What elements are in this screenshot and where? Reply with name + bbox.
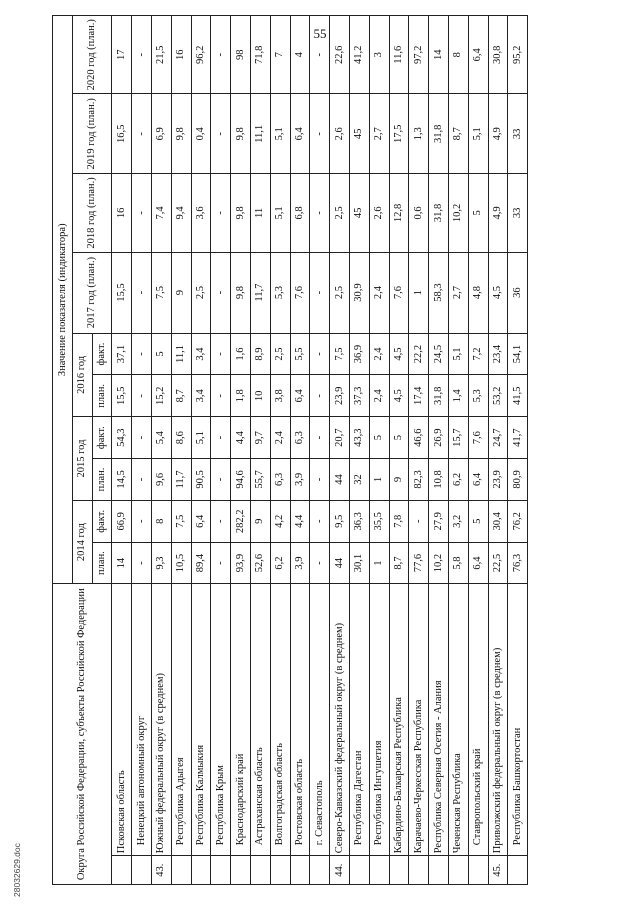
value-cell: 9,5 bbox=[330, 500, 350, 542]
value-cell: 1,4 bbox=[448, 375, 468, 417]
year-2016-header: 2016 год bbox=[72, 333, 92, 417]
value-cell: 15,2 bbox=[151, 375, 171, 417]
region-name: Южный федеральный округ (в среднем) bbox=[151, 584, 171, 856]
value-cell: - bbox=[132, 174, 152, 252]
value-cell: 2,6 bbox=[369, 174, 389, 252]
value-cell: 23,4 bbox=[488, 333, 508, 375]
indicator-table bbox=[52, 15, 528, 885]
value-cell: 5,4 bbox=[151, 417, 171, 459]
table-row bbox=[250, 16, 270, 885]
region-column-header: Округа Российской Федерации, субъекты Российской Федерации bbox=[53, 584, 112, 885]
value-cell: - bbox=[310, 94, 330, 174]
value-cell: 6,3 bbox=[270, 459, 290, 501]
value-cell: 4,4 bbox=[290, 500, 310, 542]
region-name: Краснодарский край bbox=[231, 584, 251, 856]
value-cell: 3 bbox=[369, 16, 389, 94]
region-name: Чеченская Республика bbox=[448, 584, 468, 856]
value-cell: 5,1 bbox=[270, 94, 290, 174]
value-cell: 23,9 bbox=[488, 459, 508, 501]
value-cell: 6,2 bbox=[270, 542, 290, 584]
value-cell: 43,3 bbox=[349, 417, 369, 459]
value-cell: - bbox=[211, 174, 231, 252]
value-cell: 90,5 bbox=[191, 459, 211, 501]
value-cell: 36 bbox=[508, 252, 528, 333]
value-cell: 9 bbox=[250, 500, 270, 542]
value-cell: 36,3 bbox=[349, 500, 369, 542]
value-cell: 5 bbox=[151, 333, 171, 375]
value-cell: 7,5 bbox=[171, 500, 191, 542]
value-cell: 14 bbox=[112, 542, 132, 584]
value-cell: 16 bbox=[112, 174, 132, 252]
value-cell: - bbox=[211, 417, 231, 459]
value-cell: 8 bbox=[151, 500, 171, 542]
value-cell: 5,1 bbox=[468, 94, 488, 174]
value-cell: - bbox=[211, 375, 231, 417]
value-cell: 26,9 bbox=[429, 417, 449, 459]
value-cell: - bbox=[310, 417, 330, 459]
value-cell: - bbox=[310, 542, 330, 584]
value-cell: 1,8 bbox=[231, 375, 251, 417]
value-cell: 6,4 bbox=[290, 94, 310, 174]
value-cell: 5,1 bbox=[270, 174, 290, 252]
value-cell: 16,5 bbox=[112, 94, 132, 174]
table-row bbox=[151, 16, 171, 885]
value-cell: 17 bbox=[112, 16, 132, 94]
value-cell: 5 bbox=[369, 417, 389, 459]
row-index: 45. bbox=[488, 856, 508, 885]
region-name: Приволжский федеральный округ (в среднем) bbox=[488, 584, 508, 856]
value-cell: 98 bbox=[231, 16, 251, 94]
value-cell: 11,7 bbox=[250, 252, 270, 333]
row-index bbox=[270, 856, 290, 885]
plan-subheader: план. bbox=[92, 375, 112, 417]
value-cell: - bbox=[132, 417, 152, 459]
table-row bbox=[349, 16, 369, 885]
year-2020-header: 2020 год (план.) bbox=[72, 16, 112, 94]
value-cell: - bbox=[132, 16, 152, 94]
value-cell: 30,4 bbox=[488, 500, 508, 542]
row-index: 43. bbox=[151, 856, 171, 885]
value-cell: 5 bbox=[389, 417, 409, 459]
value-cell: - bbox=[310, 459, 330, 501]
value-cell: - bbox=[310, 500, 330, 542]
row-index bbox=[508, 856, 528, 885]
value-cell: - bbox=[211, 500, 231, 542]
value-cell: - bbox=[132, 252, 152, 333]
value-cell: 2,5 bbox=[330, 252, 350, 333]
value-cell: 4,9 bbox=[488, 174, 508, 252]
region-name: Республика Ингушетия bbox=[369, 584, 389, 856]
table-row bbox=[389, 16, 409, 885]
value-cell: - bbox=[211, 252, 231, 333]
value-cell: 16 bbox=[171, 16, 191, 94]
value-cell: 95,2 bbox=[508, 16, 528, 94]
value-cell: 4,5 bbox=[488, 252, 508, 333]
value-cell: 5,1 bbox=[448, 333, 468, 375]
value-cell: 80,9 bbox=[508, 459, 528, 501]
fact-subheader: факт. bbox=[92, 500, 112, 542]
value-cell: 9,6 bbox=[151, 459, 171, 501]
region-name: Волгоградская область bbox=[270, 584, 290, 856]
value-cell: - bbox=[211, 459, 231, 501]
value-cell: 9 bbox=[389, 459, 409, 501]
year-2018-header: 2018 год (план.) bbox=[72, 174, 112, 252]
value-cell: 3,2 bbox=[448, 500, 468, 542]
row-index bbox=[231, 856, 251, 885]
value-cell: 53,2 bbox=[488, 375, 508, 417]
value-cell: - bbox=[211, 542, 231, 584]
value-cell: 2,4 bbox=[369, 375, 389, 417]
value-cell: 1 bbox=[369, 459, 389, 501]
value-cell: 17,4 bbox=[409, 375, 429, 417]
value-cell: 7,2 bbox=[468, 333, 488, 375]
value-cell: 23,9 bbox=[330, 375, 350, 417]
value-cell: 44 bbox=[330, 542, 350, 584]
value-cell: 46,6 bbox=[409, 417, 429, 459]
value-cell: - bbox=[211, 16, 231, 94]
table-row bbox=[468, 16, 488, 885]
value-cell: - bbox=[310, 16, 330, 94]
value-cell: 4,4 bbox=[231, 417, 251, 459]
region-name: Республика Башкортостан bbox=[508, 584, 528, 856]
value-cell: 55,7 bbox=[250, 459, 270, 501]
row-index bbox=[429, 856, 449, 885]
value-cell: 33 bbox=[508, 174, 528, 252]
fact-subheader: факт. bbox=[92, 417, 112, 459]
value-cell: 45 bbox=[349, 174, 369, 252]
value-cell: 9,8 bbox=[231, 252, 251, 333]
value-cell: 10 bbox=[250, 375, 270, 417]
value-cell: 76,3 bbox=[508, 542, 528, 584]
value-cell: 8,7 bbox=[171, 375, 191, 417]
value-cell: 6,9 bbox=[151, 94, 171, 174]
value-cell: 4 bbox=[290, 16, 310, 94]
value-cell: 30,1 bbox=[349, 542, 369, 584]
value-cell: 10,2 bbox=[448, 174, 468, 252]
row-index bbox=[389, 856, 409, 885]
value-cell: 24,7 bbox=[488, 417, 508, 459]
value-cell: 6,4 bbox=[468, 459, 488, 501]
value-cell: 2,4 bbox=[270, 417, 290, 459]
value-cell: - bbox=[409, 500, 429, 542]
value-cell: - bbox=[211, 94, 231, 174]
region-name: Северо-Кавказский федеральный округ (в среднем) bbox=[330, 584, 350, 856]
value-cell: 9,8 bbox=[171, 94, 191, 174]
value-cell: 54,3 bbox=[112, 417, 132, 459]
table-row bbox=[310, 16, 330, 885]
table-row bbox=[448, 16, 468, 885]
value-cell: 8,9 bbox=[250, 333, 270, 375]
value-cell: 7,6 bbox=[468, 417, 488, 459]
value-cell: 27,9 bbox=[429, 500, 449, 542]
region-name: Ненецкий автономный округ bbox=[132, 584, 152, 856]
value-cell: 8,6 bbox=[171, 417, 191, 459]
row-index: 44. bbox=[330, 856, 350, 885]
value-cell: 6,4 bbox=[468, 16, 488, 94]
value-cell: 9,4 bbox=[171, 174, 191, 252]
value-cell: 94,6 bbox=[231, 459, 251, 501]
value-cell: 6,4 bbox=[290, 375, 310, 417]
value-cell: - bbox=[132, 94, 152, 174]
row-index bbox=[409, 856, 429, 885]
value-cell: 3,9 bbox=[290, 542, 310, 584]
value-cell: 45 bbox=[349, 94, 369, 174]
year-2015-header: 2015 год bbox=[72, 417, 92, 501]
value-cell: 35,5 bbox=[369, 500, 389, 542]
value-cell: 22,5 bbox=[488, 542, 508, 584]
value-cell: 7 bbox=[270, 16, 290, 94]
value-cell: 11,1 bbox=[250, 94, 270, 174]
value-cell: 36,9 bbox=[349, 333, 369, 375]
region-name: Кабардино-Балкарская Республика bbox=[389, 584, 409, 856]
value-cell: - bbox=[310, 174, 330, 252]
document-id: 28032629.doc bbox=[12, 843, 22, 897]
plan-subheader: план. bbox=[92, 542, 112, 584]
rotated-table-container bbox=[52, 15, 612, 885]
row-index bbox=[290, 856, 310, 885]
table-body bbox=[112, 16, 528, 885]
value-cell: 30,9 bbox=[349, 252, 369, 333]
value-cell: 71,8 bbox=[250, 16, 270, 94]
value-cell: 11,6 bbox=[389, 16, 409, 94]
value-cell: 11,7 bbox=[171, 459, 191, 501]
value-cell: 9 bbox=[171, 252, 191, 333]
row-index bbox=[250, 856, 270, 885]
table-row bbox=[231, 16, 251, 885]
value-cell: 2,6 bbox=[330, 94, 350, 174]
value-cell: - bbox=[132, 333, 152, 375]
value-cell: 2,5 bbox=[270, 333, 290, 375]
table-row bbox=[211, 16, 231, 885]
row-index bbox=[171, 856, 191, 885]
value-cell: 5,3 bbox=[468, 375, 488, 417]
year-2017-header: 2017 год (план.) bbox=[72, 252, 112, 333]
value-cell: 20,7 bbox=[330, 417, 350, 459]
region-name: Республика Крым bbox=[211, 584, 231, 856]
value-cell: 1 bbox=[369, 542, 389, 584]
region-name: Республика Северная Осетия - Алания bbox=[429, 584, 449, 856]
region-name: Астраханская область bbox=[250, 584, 270, 856]
value-cell: 30,8 bbox=[488, 16, 508, 94]
row-index bbox=[211, 856, 231, 885]
value-cell: - bbox=[211, 333, 231, 375]
page-number: 55 bbox=[313, 26, 327, 41]
value-cell: 7,6 bbox=[389, 252, 409, 333]
value-cell: 3,4 bbox=[191, 375, 211, 417]
value-cell: 10,2 bbox=[429, 542, 449, 584]
value-cell: 14 bbox=[429, 16, 449, 94]
value-cell: 58,3 bbox=[429, 252, 449, 333]
value-cell: 3,4 bbox=[191, 333, 211, 375]
value-cell: 89,4 bbox=[191, 542, 211, 584]
value-cell: 1,6 bbox=[231, 333, 251, 375]
value-cell: 77,6 bbox=[409, 542, 429, 584]
table-row bbox=[369, 16, 389, 885]
value-cell: 2,5 bbox=[191, 252, 211, 333]
table-row bbox=[290, 16, 310, 885]
region-name: г. Севастополь bbox=[310, 584, 330, 856]
table-row bbox=[270, 16, 290, 885]
value-cell: 4,9 bbox=[488, 94, 508, 174]
table-row bbox=[112, 16, 132, 885]
value-cell: 2,7 bbox=[448, 252, 468, 333]
value-cell: 96,2 bbox=[191, 16, 211, 94]
table-row bbox=[409, 16, 429, 885]
value-cell: 6,4 bbox=[468, 542, 488, 584]
value-cell: 6,8 bbox=[290, 174, 310, 252]
value-cell: 11 bbox=[250, 174, 270, 252]
fact-subheader: факт. bbox=[92, 333, 112, 375]
value-cell: 22,2 bbox=[409, 333, 429, 375]
row-index bbox=[349, 856, 369, 885]
value-cell: 97,2 bbox=[409, 16, 429, 94]
row-index bbox=[448, 856, 468, 885]
indicator-group-header: Значение показателя (индикатора) bbox=[53, 16, 73, 584]
value-cell: - bbox=[310, 333, 330, 375]
value-cell: 93,9 bbox=[231, 542, 251, 584]
value-cell: 7,6 bbox=[290, 252, 310, 333]
value-cell: 9,3 bbox=[151, 542, 171, 584]
value-cell: 8,7 bbox=[389, 542, 409, 584]
value-cell: 8,7 bbox=[448, 94, 468, 174]
value-cell: - bbox=[310, 375, 330, 417]
row-index bbox=[132, 856, 152, 885]
value-cell: 2,4 bbox=[369, 333, 389, 375]
value-cell: 6,2 bbox=[448, 459, 468, 501]
value-cell: 5,5 bbox=[290, 333, 310, 375]
value-cell: - bbox=[310, 252, 330, 333]
value-cell: - bbox=[132, 459, 152, 501]
table-row bbox=[330, 16, 350, 885]
value-cell: 4,2 bbox=[270, 500, 290, 542]
value-cell: 37,3 bbox=[349, 375, 369, 417]
value-cell: 0,6 bbox=[409, 174, 429, 252]
value-cell: 10,8 bbox=[429, 459, 449, 501]
value-cell: 4,5 bbox=[389, 333, 409, 375]
value-cell: 31,8 bbox=[429, 174, 449, 252]
value-cell: 8 bbox=[448, 16, 468, 94]
row-index bbox=[369, 856, 389, 885]
table-row bbox=[132, 16, 152, 885]
value-cell: 3,6 bbox=[191, 174, 211, 252]
value-cell: 9,7 bbox=[250, 417, 270, 459]
value-cell: 14,5 bbox=[112, 459, 132, 501]
value-cell: 5 bbox=[468, 500, 488, 542]
value-cell: 12,8 bbox=[389, 174, 409, 252]
table-row bbox=[429, 16, 449, 885]
value-cell: 3,9 bbox=[290, 459, 310, 501]
value-cell: 5,3 bbox=[270, 252, 290, 333]
row-index bbox=[191, 856, 211, 885]
value-cell: 24,5 bbox=[429, 333, 449, 375]
value-cell: 6,4 bbox=[191, 500, 211, 542]
value-cell: 7,5 bbox=[151, 252, 171, 333]
value-cell: 2,7 bbox=[369, 94, 389, 174]
value-cell: 6,3 bbox=[290, 417, 310, 459]
value-cell: 44 bbox=[330, 459, 350, 501]
region-name: Псковская область bbox=[112, 584, 132, 856]
table-row bbox=[508, 16, 528, 885]
table-row bbox=[488, 16, 508, 885]
table-row bbox=[191, 16, 211, 885]
value-cell: 10,5 bbox=[171, 542, 191, 584]
value-cell: 15,5 bbox=[112, 252, 132, 333]
row-index bbox=[468, 856, 488, 885]
value-cell: - bbox=[132, 375, 152, 417]
value-cell: 2,4 bbox=[369, 252, 389, 333]
value-cell: 22,6 bbox=[330, 16, 350, 94]
value-cell: 1 bbox=[409, 252, 429, 333]
region-name: Карачаево-Черкесская Республика bbox=[409, 584, 429, 856]
value-cell: 76,2 bbox=[508, 500, 528, 542]
value-cell: 5,8 bbox=[448, 542, 468, 584]
value-cell: 33 bbox=[508, 94, 528, 174]
value-cell: 3,8 bbox=[270, 375, 290, 417]
region-name: Республика Дагестан bbox=[349, 584, 369, 856]
value-cell: 7,4 bbox=[151, 174, 171, 252]
value-cell: 32 bbox=[349, 459, 369, 501]
value-cell: 52,6 bbox=[250, 542, 270, 584]
value-cell: 5 bbox=[468, 174, 488, 252]
value-cell: 15,7 bbox=[448, 417, 468, 459]
region-name: Ростовская область bbox=[290, 584, 310, 856]
value-cell: 31,8 bbox=[429, 375, 449, 417]
value-cell: 41,7 bbox=[508, 417, 528, 459]
region-name: Республика Адыгея bbox=[171, 584, 191, 856]
value-cell: 2,5 bbox=[330, 174, 350, 252]
value-cell: 11,1 bbox=[171, 333, 191, 375]
value-cell: 41,2 bbox=[349, 16, 369, 94]
value-cell: 66,9 bbox=[112, 500, 132, 542]
value-cell: 9,8 bbox=[231, 94, 251, 174]
value-cell: 21,5 bbox=[151, 16, 171, 94]
plan-subheader: план. bbox=[92, 459, 112, 501]
year-2019-header: 2019 год (план.) bbox=[72, 94, 112, 174]
value-cell: 282,2 bbox=[231, 500, 251, 542]
value-cell: 9,8 bbox=[231, 174, 251, 252]
value-cell: 5,1 bbox=[191, 417, 211, 459]
region-name: Ставропольский край bbox=[468, 584, 488, 856]
value-cell: 0,4 bbox=[191, 94, 211, 174]
value-cell: 4,8 bbox=[468, 252, 488, 333]
value-cell: 82,3 bbox=[409, 459, 429, 501]
year-2014-header: 2014 год bbox=[72, 500, 92, 584]
value-cell: 54,1 bbox=[508, 333, 528, 375]
row-index bbox=[112, 856, 132, 885]
region-name: Республика Калмыкия bbox=[191, 584, 211, 856]
table-row bbox=[171, 16, 191, 885]
value-cell: 37,1 bbox=[112, 333, 132, 375]
value-cell: 15,5 bbox=[112, 375, 132, 417]
value-cell: 7,8 bbox=[389, 500, 409, 542]
row-index bbox=[310, 856, 330, 885]
value-cell: - bbox=[132, 500, 152, 542]
value-cell: 4,5 bbox=[389, 375, 409, 417]
value-cell: 17,5 bbox=[389, 94, 409, 174]
value-cell: 1,3 bbox=[409, 94, 429, 174]
value-cell: 7,5 bbox=[330, 333, 350, 375]
value-cell: 31,8 bbox=[429, 94, 449, 174]
value-cell: - bbox=[132, 542, 152, 584]
value-cell: 41,5 bbox=[508, 375, 528, 417]
